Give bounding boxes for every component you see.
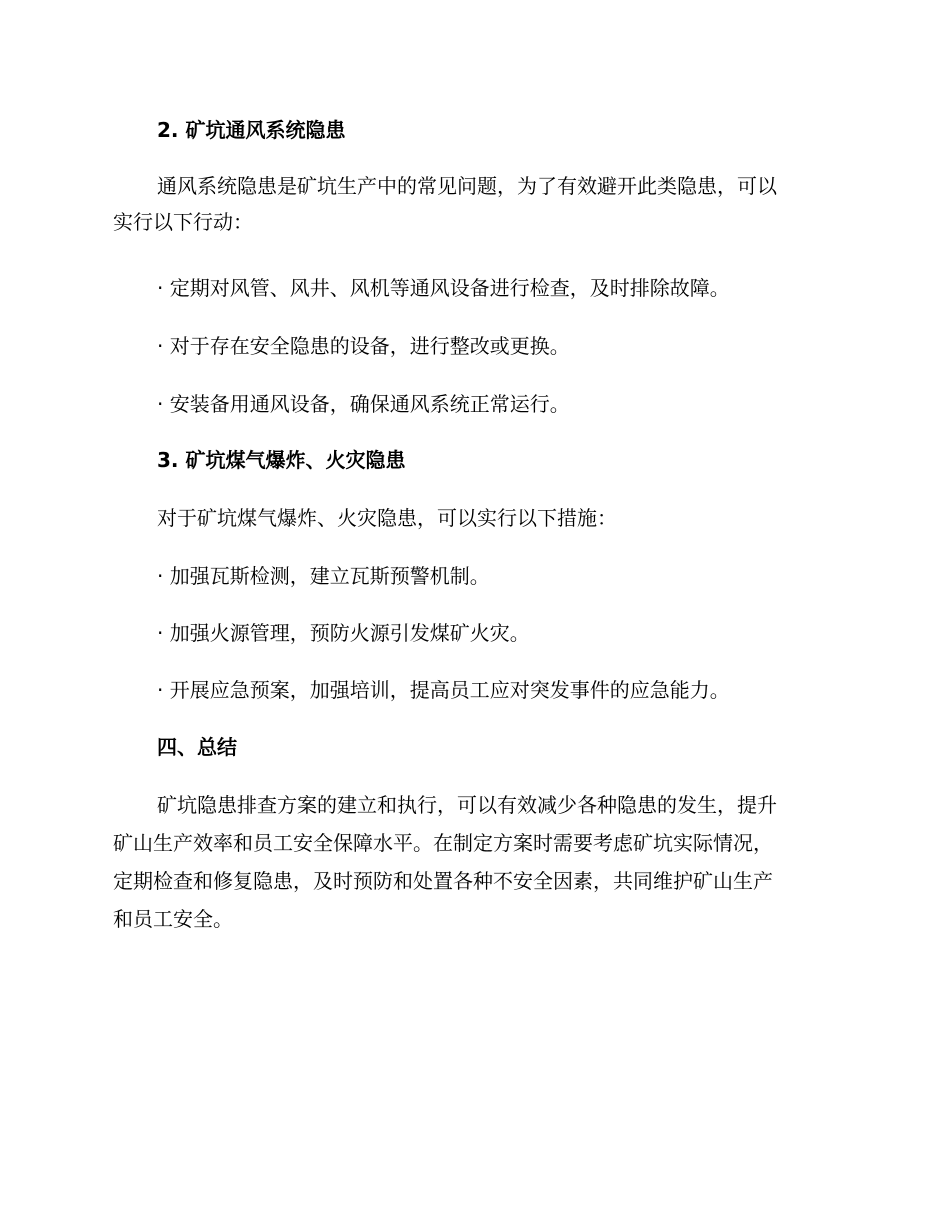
section2-intro [113,168,835,240]
section2-intro-line-1: 通风系统隐患是矿坑生产中的常见问题，为了有效避开此类隐患，可以 [157,174,777,198]
section4-summary-line-2: 矿山生产效率和员工安全保障水平。在制定方案时需要考虑矿坑实际情况， [113,831,773,855]
section3-intro: 对于矿坑煤气爆炸、火灾隐患，可以实行以下措施： [157,506,617,530]
section2-heading: 2. 矿坑通风系统隐患 [157,118,346,142]
section4-summary [113,786,835,938]
section3-heading: 3. 矿坑煤气爆炸、火灾隐患 [157,448,406,472]
section3-bullet-3: · 开展应急预案，加强培训，提高员工应对突发事件的应急能力。 [157,678,730,702]
section4-summary-line-1: 矿坑隐患排查方案的建立和执行，可以有效减少各种隐患的发生，提升 [157,793,777,817]
section4-heading: 四、总结 [157,735,237,759]
section4-summary-line-3: 定期检查和修复隐患，及时预防和处置各种不安全因素，共同维护矿山生产 [113,869,773,893]
section3-bullet-1: · 加强瓦斯检测，建立瓦斯预警机制。 [157,564,490,588]
section2-intro-line-2: 实行以下行动： [113,210,253,234]
section3-bullet-2: · 加强火源管理，预防火源引发煤矿火灾。 [157,621,530,645]
section2-bullet-2: · 对于存在安全隐患的设备，进行整改或更换。 [157,334,570,358]
section2-bullet-1: · 定期对风管、风井、风机等通风设备进行检查，及时排除故障。 [157,276,730,300]
section4-summary-line-4: 和员工安全。 [113,907,233,931]
section2-bullet-3: · 安装备用通风设备，确保通风系统正常运行。 [157,392,570,416]
